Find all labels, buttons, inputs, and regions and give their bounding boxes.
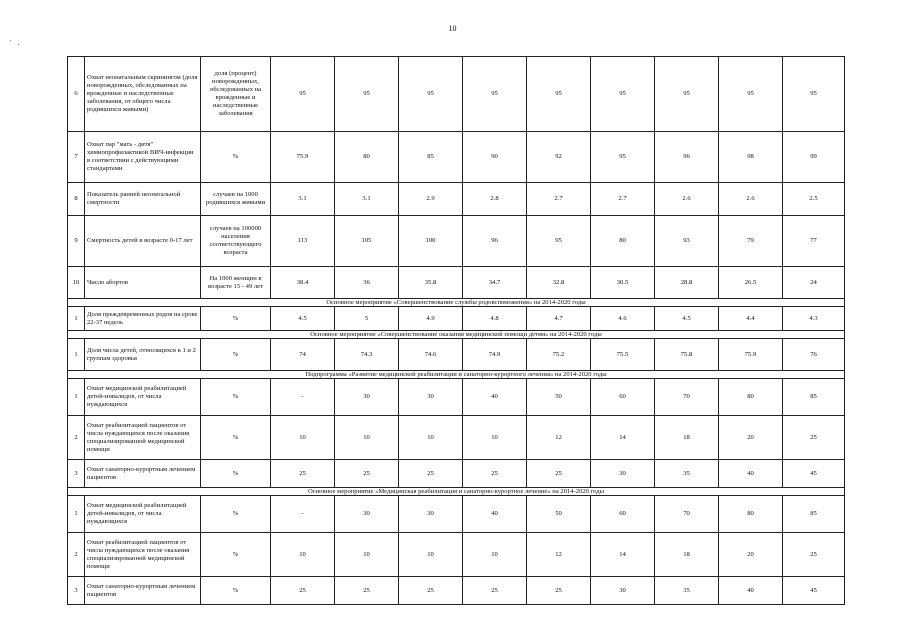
value-cell: 2.7 (591, 183, 655, 216)
row-number: 1 (68, 379, 85, 416)
value-cell: 75.8 (655, 339, 719, 371)
value-cell: 75.2 (527, 339, 591, 371)
value-cell: 70 (655, 379, 719, 416)
value-cell: 34.7 (463, 267, 527, 299)
value-cell: 95 (335, 57, 399, 132)
value-cell: 60 (591, 496, 655, 533)
value-cell: 90 (463, 132, 527, 183)
value-cell: 75.5 (591, 339, 655, 371)
value-cell: 36 (335, 267, 399, 299)
value-cell: 12 (527, 533, 591, 577)
value-cell: 80 (591, 216, 655, 267)
row-number: 2 (68, 416, 85, 460)
value-cell: 85 (783, 379, 845, 416)
value-cell: 95 (591, 57, 655, 132)
row-number: 8 (68, 183, 85, 216)
unit-cell: % (201, 307, 271, 331)
unit-cell: % (201, 577, 271, 605)
section-header-row (68, 488, 845, 496)
value-cell: 4.6 (591, 307, 655, 331)
value-cell: - (271, 496, 335, 533)
value-cell: 25 (463, 577, 527, 605)
unit-cell: % (201, 533, 271, 577)
unit-cell: На 1000 женщин в возрасте 15 - 49 лет (201, 267, 271, 299)
row-number: 1 (68, 496, 85, 533)
value-cell: 28.8 (655, 267, 719, 299)
table-row (68, 496, 845, 533)
value-cell: - (271, 379, 335, 416)
value-cell: 105 (335, 216, 399, 267)
indicator-name: Охват пар "мать - дитя" химиопрофилактикой ВИЧ-инфекции в соответствии с действующими стандартами (85, 132, 201, 183)
value-cell: 74.9 (463, 339, 527, 371)
value-cell: 30 (335, 496, 399, 533)
table-row (68, 460, 845, 488)
value-cell: 74.3 (335, 339, 399, 371)
value-cell: 93 (655, 216, 719, 267)
value-cell: 25 (783, 416, 845, 460)
value-cell: 75.9 (271, 132, 335, 183)
value-cell: 77 (783, 216, 845, 267)
unit-cell: случаев на 1000 родившихся живыми (201, 183, 271, 216)
value-cell: 25 (527, 577, 591, 605)
value-cell: 3.1 (335, 183, 399, 216)
value-cell: 40 (463, 379, 527, 416)
table-row (68, 183, 845, 216)
value-cell: 70 (655, 496, 719, 533)
value-cell: 2.6 (719, 183, 783, 216)
indicator-name: Показатель ранней неонатальной смертности (85, 183, 201, 216)
value-cell: 95 (527, 57, 591, 132)
value-cell: 30.5 (591, 267, 655, 299)
value-cell: 2.5 (783, 183, 845, 216)
unit-cell: % (201, 460, 271, 488)
value-cell: 95 (399, 57, 463, 132)
row-number: 3 (68, 460, 85, 488)
table-row (68, 307, 845, 331)
value-cell: 35 (655, 577, 719, 605)
indicator-name: Смертность детей в возрасте 0-17 лет (85, 216, 201, 267)
section-header-row (68, 331, 845, 339)
unit-cell: % (201, 416, 271, 460)
value-cell: 30 (335, 379, 399, 416)
row-number: 1 (68, 307, 85, 331)
value-cell: 4.4 (719, 307, 783, 331)
value-cell: 10 (463, 416, 527, 460)
value-cell: 95 (719, 57, 783, 132)
value-cell: 5 (335, 307, 399, 331)
indicator-name: Охват санаторно-курортным лечением пациентов (85, 577, 201, 605)
value-cell: 10 (399, 533, 463, 577)
value-cell: 95 (783, 57, 845, 132)
indicator-name: Охват реабилитацией пациентов от числа нуждающихся после оказания специализированной медицинской помощи (85, 416, 201, 460)
value-cell: 95 (655, 57, 719, 132)
table-row (68, 577, 845, 605)
value-cell: 45 (783, 577, 845, 605)
table-row (68, 416, 845, 460)
table-row (68, 132, 845, 183)
value-cell: 30 (591, 577, 655, 605)
value-cell: 40 (463, 496, 527, 533)
value-cell: 25 (271, 577, 335, 605)
unit-cell: % (201, 496, 271, 533)
scan-speck (18, 44, 19, 45)
unit-cell: случаев на 100000 населения соответствующего возраста (201, 216, 271, 267)
indicator-name: Охват медицинской реабилитацией детей-инвалидов, от числа нуждающихся (85, 496, 201, 533)
value-cell: 4.3 (783, 307, 845, 331)
section-header-row (68, 371, 845, 379)
value-cell: 18 (655, 416, 719, 460)
value-cell: 60 (591, 379, 655, 416)
unit-cell: % (201, 379, 271, 416)
value-cell: 25 (271, 460, 335, 488)
row-number: 10 (68, 267, 85, 299)
table-body (68, 57, 845, 605)
value-cell: 10 (399, 416, 463, 460)
value-cell: 30 (399, 379, 463, 416)
row-number: 6 (68, 57, 85, 132)
value-cell: 4.7 (527, 307, 591, 331)
value-cell: 35 (655, 460, 719, 488)
value-cell: 25 (399, 577, 463, 605)
value-cell: 4.5 (655, 307, 719, 331)
value-cell: 25 (783, 533, 845, 577)
value-cell: 95 (591, 132, 655, 183)
value-cell: 50 (527, 379, 591, 416)
table-row (68, 267, 845, 299)
section-title: Основное мероприятие «Медицинская реабилитация и санаторно-курортное лечение» на 2014-2020 годы (68, 488, 845, 496)
value-cell: 32.8 (527, 267, 591, 299)
value-cell: 40 (719, 460, 783, 488)
value-cell: 25 (399, 460, 463, 488)
table-row (68, 57, 845, 132)
value-cell: 38.4 (271, 267, 335, 299)
value-cell: 76 (783, 339, 845, 371)
page-number: 10 (448, 24, 457, 33)
value-cell: 30 (591, 460, 655, 488)
section-title: Основное мероприятие «Совершенствование службы родовспоможения» на 2014-2020 годы (68, 299, 845, 307)
value-cell: 80 (719, 496, 783, 533)
value-cell: 30 (399, 496, 463, 533)
value-cell: 25 (335, 460, 399, 488)
table-row (68, 533, 845, 577)
value-cell: 4.9 (399, 307, 463, 331)
section-title: Подпрограмма «Развитие медицинской реабилитации и санаторно-курортного лечения» на 2014-2020 годы (68, 371, 845, 379)
value-cell: 50 (527, 496, 591, 533)
value-cell: 4.5 (271, 307, 335, 331)
value-cell: 45 (783, 460, 845, 488)
value-cell: 113 (271, 216, 335, 267)
value-cell: 99 (783, 132, 845, 183)
scan-speck (10, 40, 11, 41)
value-cell: 85 (399, 132, 463, 183)
value-cell: 95 (271, 57, 335, 132)
unit-cell: % (201, 132, 271, 183)
value-cell: 18 (655, 533, 719, 577)
value-cell: 3.1 (271, 183, 335, 216)
value-cell: 92 (527, 132, 591, 183)
value-cell: 14 (591, 533, 655, 577)
value-cell: 100 (399, 216, 463, 267)
indicators-table (67, 56, 845, 605)
indicator-name: Охват неонатальным скринингом (доля новорожденных, обследованных на врожденные и наследственные заболевания, от общего числа родившихся живыми) (85, 57, 201, 132)
value-cell: 10 (271, 416, 335, 460)
section-title: Основное мероприятие «Совершенствование оказания медицинской помощи детям» на 2014-2020 годы (68, 331, 845, 339)
value-cell: 25 (463, 460, 527, 488)
value-cell: 95 (527, 216, 591, 267)
value-cell: 10 (271, 533, 335, 577)
unit-cell: доля (процент) новорожденных, обследованных на врожденные и наследственные заболевания (201, 57, 271, 132)
table-row (68, 216, 845, 267)
table-row (68, 339, 845, 371)
indicator-name: Охват реабилитацией пациентов от числа нуждающихся после оказания специализированной медицинской помощи (85, 533, 201, 577)
row-number: 3 (68, 577, 85, 605)
indicator-name: Доля числа детей, относящихся к 1 и 2 группам здоровья (85, 339, 201, 371)
value-cell: 10 (335, 533, 399, 577)
value-cell: 75.9 (719, 339, 783, 371)
value-cell: 74.6 (399, 339, 463, 371)
row-number: 2 (68, 533, 85, 577)
indicator-name: Число абортов (85, 267, 201, 299)
indicator-name: Охват санаторно-курортным лечением пациентов (85, 460, 201, 488)
row-number: 9 (68, 216, 85, 267)
row-number: 1 (68, 339, 85, 371)
value-cell: 20 (719, 416, 783, 460)
value-cell: 74 (271, 339, 335, 371)
value-cell: 85 (783, 496, 845, 533)
row-number: 7 (68, 132, 85, 183)
value-cell: 2.8 (463, 183, 527, 216)
value-cell: 2.7 (527, 183, 591, 216)
value-cell: 2.9 (399, 183, 463, 216)
value-cell: 80 (335, 132, 399, 183)
value-cell: 25 (335, 577, 399, 605)
section-header-row (68, 299, 845, 307)
value-cell: 20 (719, 533, 783, 577)
value-cell: 24 (783, 267, 845, 299)
table-row (68, 379, 845, 416)
value-cell: 26.5 (719, 267, 783, 299)
value-cell: 95 (463, 57, 527, 132)
value-cell: 96 (655, 132, 719, 183)
value-cell: 10 (463, 533, 527, 577)
value-cell: 35.8 (399, 267, 463, 299)
unit-cell: % (201, 339, 271, 371)
indicator-name: Доля преждевременных родов на сроке 22-37 недель (85, 307, 201, 331)
value-cell: 80 (719, 379, 783, 416)
value-cell: 4.8 (463, 307, 527, 331)
value-cell: 12 (527, 416, 591, 460)
value-cell: 14 (591, 416, 655, 460)
value-cell: 40 (719, 577, 783, 605)
value-cell: 10 (335, 416, 399, 460)
value-cell: 98 (719, 132, 783, 183)
value-cell: 96 (463, 216, 527, 267)
value-cell: 79 (719, 216, 783, 267)
value-cell: 25 (527, 460, 591, 488)
value-cell: 2.6 (655, 183, 719, 216)
indicator-name: Охват медицинской реабилитацией детей-инвалидов, от числа нуждающихся (85, 379, 201, 416)
